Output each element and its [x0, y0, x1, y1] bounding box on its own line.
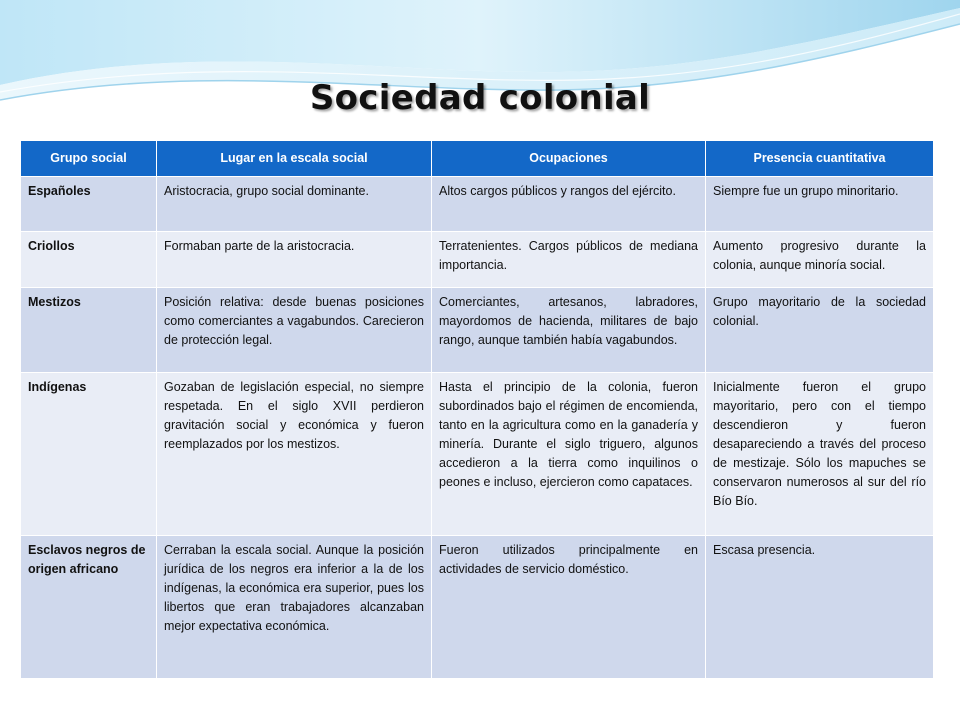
header-ocupaciones: Ocupaciones	[432, 141, 706, 177]
cell-presence: Escasa presencia.	[706, 536, 934, 679]
header-grupo-social: Grupo social	[21, 141, 157, 177]
cell-place: Cerraban la escala social. Aunque la posición jurídica de los negros era inferior a la de los indígenas, la económica era superior, pues los libertos que eran trabajadores alcanzaban mejor expectativa económica.	[157, 536, 432, 679]
cell-occupations: Altos cargos públicos y rangos del ejército.	[432, 177, 706, 232]
table-header-row	[21, 141, 934, 177]
cell-place: Gozaban de legislación especial, no siempre respetada. En el siglo XVII perdieron gravitación social y económica y fueron reemplazados por los mestizos.	[157, 373, 432, 536]
cell-occupations: Hasta el principio de la colonia, fueron subordinados bajo el régimen de encomienda, tanto en la agricultura como en la ganadería y minería. Durante el siglo triguero, algunos accedieron a la tierra como inquilinos o peones e incluso, ejercieron como capataces.	[432, 373, 706, 536]
cell-group: Españoles	[21, 177, 157, 232]
cell-group: Esclavos negros de origen africano	[21, 536, 157, 679]
table-row	[21, 288, 934, 373]
table-row	[21, 177, 934, 232]
cell-place: Posición relativa: desde buenas posiciones como comerciantes a vagabundos. Carecieron de protección legal.	[157, 288, 432, 373]
cell-occupations: Comerciantes, artesanos, labradores, mayordomos de hacienda, militares de bajo rango, aunque también había vagabundos.	[432, 288, 706, 373]
cell-presence: Siempre fue un grupo minoritario.	[706, 177, 934, 232]
table-row	[21, 373, 934, 536]
table-row	[21, 536, 934, 679]
cell-group: Criollos	[21, 232, 157, 288]
cell-group: Indígenas	[21, 373, 157, 536]
cell-group: Mestizos	[21, 288, 157, 373]
page-title: Sociedad colonial	[309, 78, 651, 118]
cell-occupations: Fueron utilizados principalmente en actividades de servicio doméstico.	[432, 536, 706, 679]
cell-occupations: Terratenientes. Cargos públicos de mediana importancia.	[432, 232, 706, 288]
cell-presence: Aumento progresivo durante la colonia, aunque minoría social.	[706, 232, 934, 288]
table-row	[21, 232, 934, 288]
cell-presence: Grupo mayoritario de la sociedad colonial.	[706, 288, 934, 373]
cell-presence: Inicialmente fueron el grupo mayoritario, pero con el tiempo descendieron y fueron desapareciendo a través del proceso de mestizaje. Sólo los mapuches se conservaron numerosos al sur del río Bío Bío.	[706, 373, 934, 536]
header-presencia-cuantitativa: Presencia cuantitativa	[706, 141, 934, 177]
cell-place: Formaban parte de la aristocracia.	[157, 232, 432, 288]
cell-place: Aristocracia, grupo social dominante.	[157, 177, 432, 232]
colonial-society-table	[20, 140, 934, 679]
header-lugar-escala-social: Lugar en la escala social	[157, 141, 432, 177]
